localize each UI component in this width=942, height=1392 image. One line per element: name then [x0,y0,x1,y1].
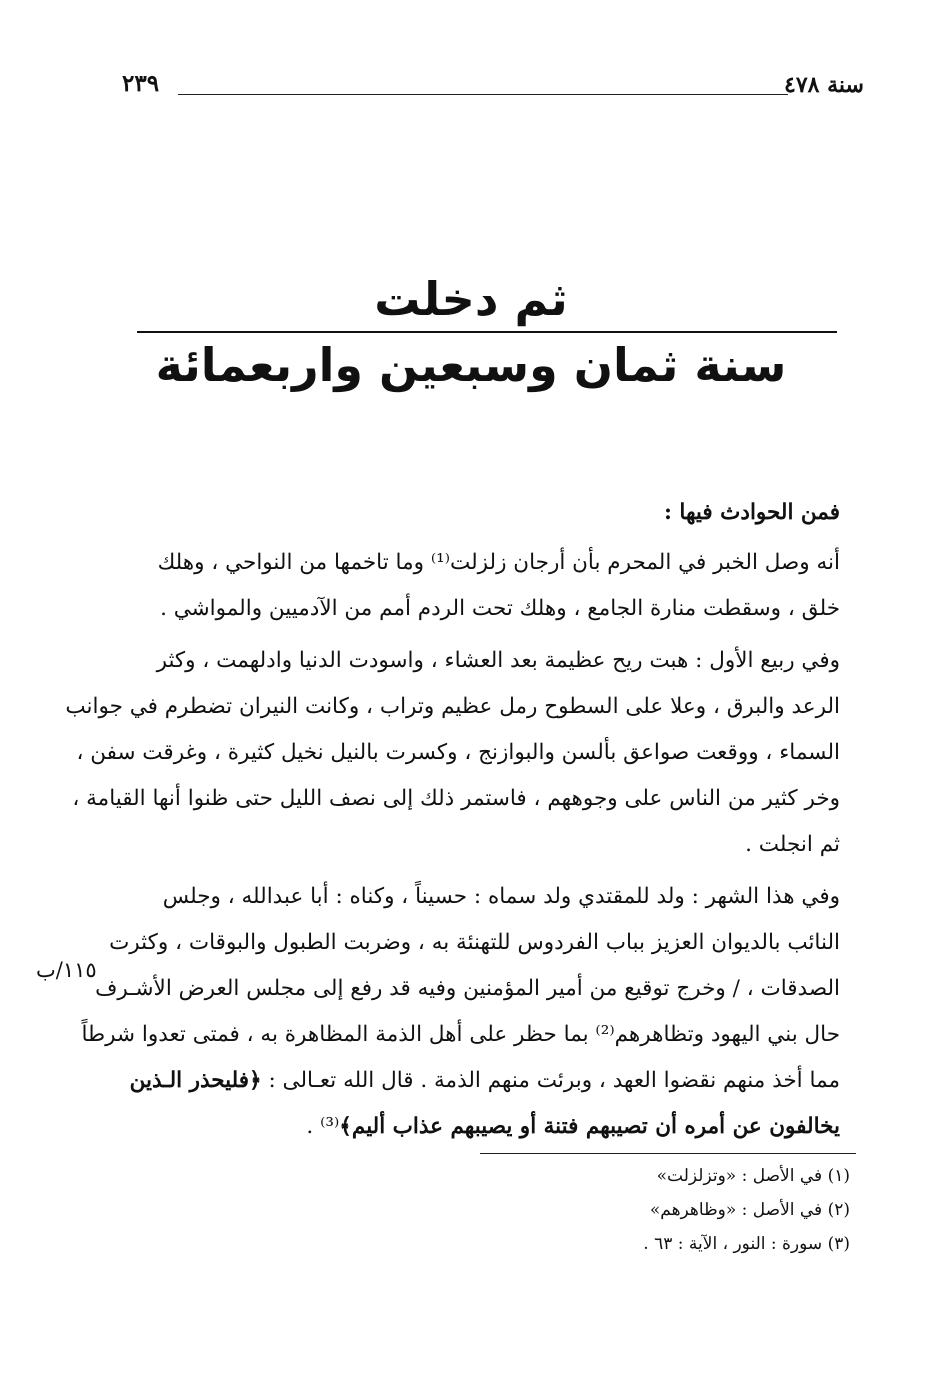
text-line: حال بني اليهود وتظاهرهم⁽²⁾ بما حظر على أهل الذمة المظاهرة به ، فمتى تعدوا شرطاً [81,1022,840,1047]
page-number: ٢٣٩ [122,70,160,97]
running-head: سنة ٤٧٨ [784,72,864,98]
chapter-title-line-2: سنة ثمان وسبعين واربعمائة [155,338,787,392]
text-line: النائب بالديوان العزيز بباب الفردوس للتهنئة به ، وضربت الطبول والبوقات ، وكثرت [109,930,840,955]
footnote-2: (٢) في الأصل : «وظاهرهم» [649,1200,850,1220]
footnote-1: (١) في الأصل : «وتزلزلت» [656,1166,850,1186]
text-line: خلق ، وسقطت منارة الجامع ، وهلك تحت الردم أمم من الآدميين والمواشي . [160,596,840,621]
quran-quote-end: يخالفون عن أمره أن تصيبهم فتنة أو يصيبهم عذاب أليم﴾ [339,1114,840,1139]
text-line: السماء ، ووقعت صواعق بألسن والبوازنج ، وكسرت بالنيل نخيل كثيرة ، وغرقت سفن ، [76,740,840,765]
title-divider [137,331,837,333]
footnote-divider [480,1153,856,1154]
text-line: وخر كثير من الناس على وجوههم ، فاستمر ذلك إلى نصف الليل حتى ظنوا أنها القيامة ، [72,786,840,811]
text-line: الرعد والبرق ، وعلا على السطوح رمل عظيم وتراب ، وكانت النيران تضطرم في جوانب [65,694,840,719]
text-line [130,1068,840,1093]
text-line-part: مما أخذ منهم نقضوا العهد ، وبرئت منهم الذمة . قال الله تعـالى : [268,1068,840,1093]
header-rule [178,94,788,95]
manuscript-folio-marker: ١١٥/ب [36,958,97,982]
text-line: أنه وصل الخبر في المحرم بأن أرجان زلزلت⁽¹⁾ وما تاخمها من النواحي ، وهلك [157,550,840,575]
text-line: وفي ربيع الأول : هبت ريح عظيمة بعد العشاء ، واسودت الدنيا وادلهمت ، وكثر [156,648,840,673]
text-line: وفي هذا الشهر : ولد للمقتدي ولد سماه : حسيناً ، وكناه : أبا عبدالله ، وجلس [162,884,840,909]
text-line: ثم انجلت . [745,832,840,857]
footnote-3: (٣) سورة : النور ، الآية : ٦٣ . [643,1234,850,1254]
section-subheading: فمن الحوادث فيها : [664,500,840,525]
footnote-ref: ⁽³⁾ . [306,1114,340,1139]
text-line [306,1114,840,1139]
text-line: الصدقات ، / وخرج توقيع من أمير المؤمنين وفيه قد رفع إلى مجلس العرض الأشـرف [95,976,840,1001]
chapter-title-line-1: ثم دخلت [374,272,568,326]
quran-quote-start: ﴿فليحذر الـذين [129,1068,262,1093]
